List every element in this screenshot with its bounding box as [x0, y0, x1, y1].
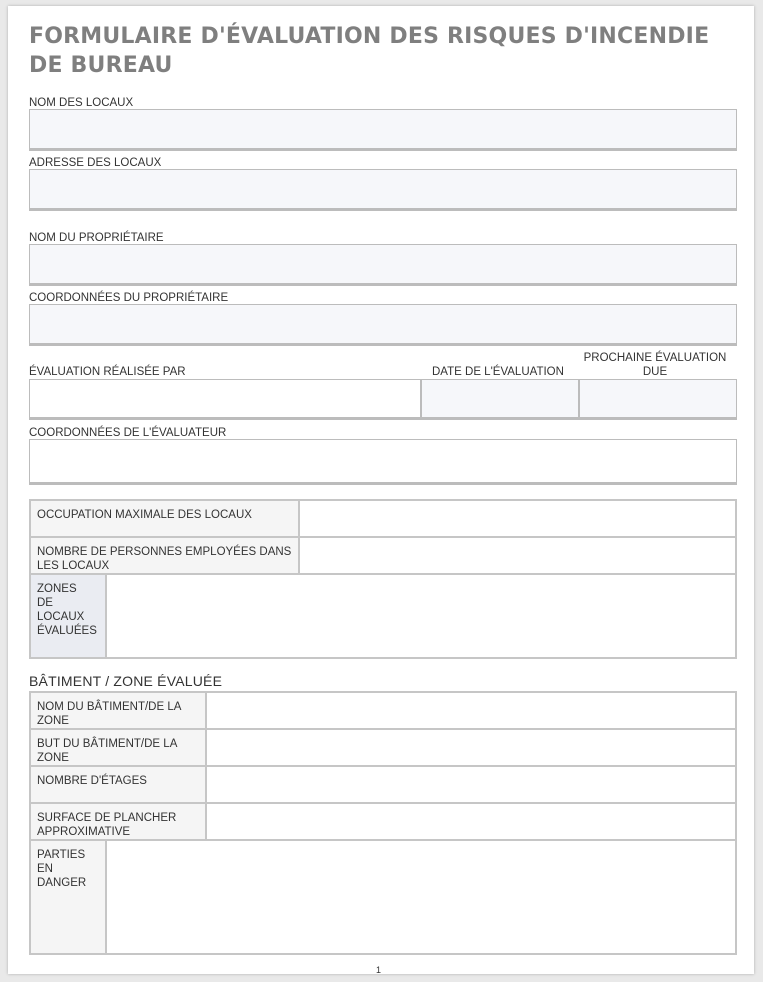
form-title: FORMULAIRE D'ÉVALUATION DES RISQUES D'INCENDIE DE BUREAU	[29, 24, 710, 78]
assessor-contact-label: COORDONNÉES DE L'ÉVALUATEUR	[29, 427, 227, 439]
assessor-contact-field[interactable]	[29, 439, 737, 485]
page-number: 1	[376, 965, 382, 975]
building-purpose-field[interactable]	[207, 730, 735, 767]
owner-name-field[interactable]	[29, 244, 737, 286]
owner-name-label: NOM DU PROPRIÉTAIRE	[29, 232, 164, 244]
premises-name-label: NOM DES LOCAUX	[29, 97, 134, 109]
building-purpose-label: BUT DU BÂTIMENT/DE LA ZONE	[31, 730, 207, 767]
max-occupancy-field[interactable]	[300, 501, 735, 538]
assessment-date-label: DATE DE L'ÉVALUATION	[432, 366, 564, 378]
occupancy-table	[29, 499, 737, 659]
owner-contact-field[interactable]	[29, 304, 737, 346]
floors-field[interactable]	[207, 767, 735, 804]
assessment-date-field[interactable]	[421, 379, 579, 420]
building-name-field[interactable]	[207, 693, 735, 730]
max-occupancy-label: OCCUPATION MAXIMALE DES LOCAUX	[31, 501, 300, 538]
people-at-risk-field[interactable]	[107, 841, 735, 953]
premises-address-field[interactable]	[29, 169, 737, 211]
building-section-heading: BÂTIMENT / ZONE ÉVALUÉE	[29, 673, 223, 689]
floors-label: NOMBRE D'ÉTAGES	[31, 767, 207, 804]
next-assessment-field[interactable]	[579, 379, 737, 420]
document-page	[8, 6, 754, 974]
areas-assessed-label: ZONES DE LOCAUX ÉVALUÉES	[31, 575, 107, 657]
next-assessment-label: PROCHAINE ÉVALUATION DUE	[583, 352, 727, 378]
owner-contact-label: COORDONNÉES DU PROPRIÉTAIRE	[29, 292, 229, 304]
assessed-by-label: ÉVALUATION RÉALISÉE PAR	[29, 366, 186, 378]
assessed-by-field[interactable]	[29, 379, 421, 420]
building-table	[29, 691, 737, 955]
people-at-risk-label: PARTIES EN DANGER	[31, 841, 107, 953]
areas-assessed-field[interactable]	[107, 575, 735, 657]
employees-field[interactable]	[300, 538, 735, 575]
premises-address-label: ADRESSE DES LOCAUX	[29, 157, 162, 169]
building-name-label: NOM DU BÂTIMENT/DE LA ZONE	[31, 693, 207, 730]
floor-area-label: SURFACE DE PLANCHER APPROXIMATIVE	[31, 804, 207, 841]
employees-label: NOMBRE DE PERSONNES EMPLOYÉES DANS LES LOCAUX	[31, 538, 300, 575]
premises-name-field[interactable]	[29, 109, 737, 151]
floor-area-field[interactable]	[207, 804, 735, 841]
